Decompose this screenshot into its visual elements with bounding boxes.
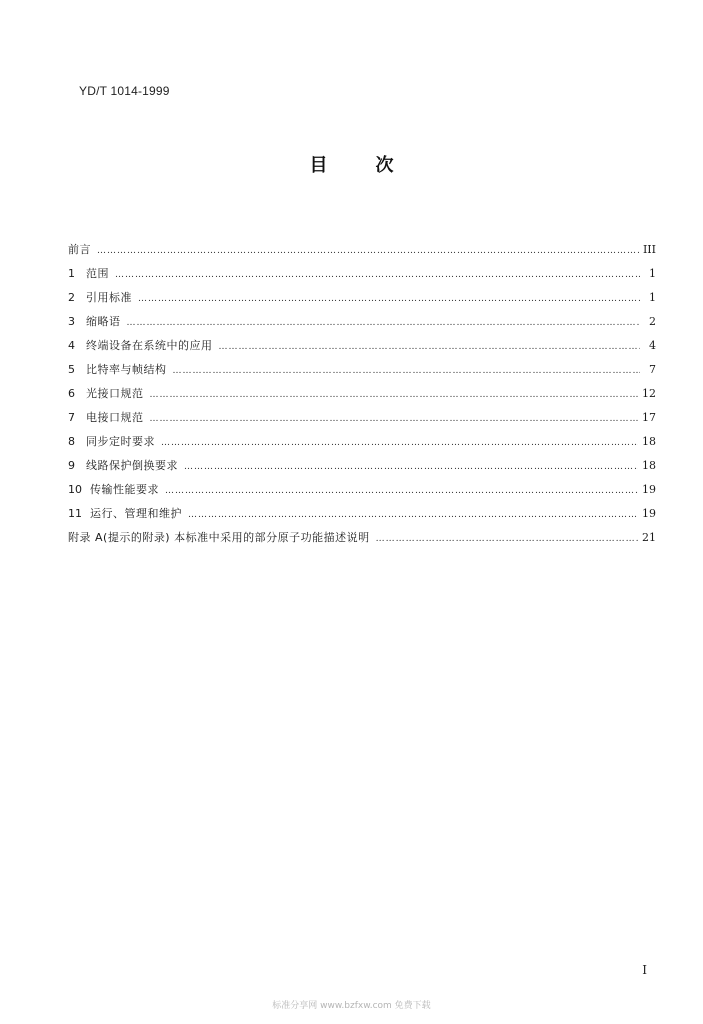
toc-entry-page: 2 [649, 315, 656, 328]
toc-leader [219, 335, 641, 359]
toc-leader [97, 239, 639, 263]
toc-entry-page: 17 [642, 411, 656, 424]
toc-entry-page: 1 [649, 291, 656, 304]
toc-entry-2[interactable] [68, 286, 656, 310]
toc-leader [150, 383, 639, 407]
toc-entry-4[interactable] [68, 334, 656, 358]
page-title [0, 151, 703, 177]
toc-entry-5[interactable] [68, 358, 656, 382]
toc-entry-page: 4 [649, 339, 656, 352]
toc-entry-label: 引用标准 [86, 291, 132, 304]
toc-entry-label: 同步定时要求 [86, 435, 155, 448]
toc-entry-page: 21 [642, 531, 656, 544]
toc-entry-label: 线路保护倒换要求 [86, 459, 178, 472]
toc-entry-label: 运行、管理和维护 [90, 507, 182, 520]
toc-entry-label: 缩略语 [86, 315, 121, 328]
toc-entry-7[interactable] [68, 406, 656, 430]
toc-leader [127, 311, 641, 335]
toc-entry-8[interactable] [68, 430, 656, 454]
toc-entry-11[interactable] [68, 502, 656, 526]
toc-entry-label: 范围 [86, 267, 109, 280]
toc-entry-number: 9 [68, 459, 75, 472]
toc-entry-page: 12 [642, 387, 656, 400]
toc-entry-label: 终端设备在系统中的应用 [86, 339, 213, 352]
toc-entry-10[interactable] [68, 478, 656, 502]
toc-entry-page: 19 [642, 507, 656, 520]
toc-entry-6[interactable] [68, 382, 656, 406]
toc-entry-number: 3 [68, 315, 75, 328]
toc-leader [150, 407, 639, 431]
toc-leader [188, 503, 638, 527]
toc-entry-page: III [642, 243, 656, 256]
watermark: 标准分享网 www.bzfxw.com 免费下载 [272, 1001, 431, 1011]
toc-entry-label: 光接口规范 [86, 387, 144, 400]
toc-entry-3[interactable] [68, 310, 656, 334]
toc-entry-page: 18 [642, 435, 656, 448]
page-number: I [642, 963, 647, 977]
toc-leader [165, 479, 638, 503]
toc-leader [184, 455, 638, 479]
toc-entry-1[interactable] [68, 262, 656, 286]
toc-leader [173, 359, 641, 383]
toc-entry-page: 18 [642, 459, 656, 472]
toc-entry-number: 6 [68, 387, 75, 400]
toc-entry-number: 2 [68, 291, 75, 304]
toc-entry-number: 10 [68, 483, 82, 496]
title-char-1: 目 [309, 155, 328, 176]
toc-entry-page: 19 [642, 483, 656, 496]
toc-entry-foreword[interactable] [68, 238, 656, 262]
toc-entry-label: 比特率与帧结构 [86, 363, 167, 376]
toc-entry-label: 传输性能要求 [90, 483, 159, 496]
toc-leader [161, 431, 638, 455]
table-of-contents [68, 238, 656, 550]
toc-entry-number: 5 [68, 363, 75, 376]
title-char-2: 次 [375, 155, 394, 176]
toc-leader [115, 263, 640, 287]
toc-entry-number: 8 [68, 435, 75, 448]
toc-entry-label: 附录 A(提示的附录) 本标准中采用的部分原子功能描述说明 [68, 531, 370, 544]
toc-entry-number: 11 [68, 507, 82, 520]
toc-entry-label: 前言 [68, 243, 91, 256]
document-code: YD/T 1014-1999 [79, 84, 170, 98]
toc-leader [376, 527, 638, 551]
toc-entry-number: 1 [68, 267, 75, 280]
toc-entry-appendix-a[interactable] [68, 526, 656, 550]
toc-entry-page: 7 [649, 363, 656, 376]
toc-entry-9[interactable] [68, 454, 656, 478]
toc-entry-label: 电接口规范 [86, 411, 144, 424]
toc-entry-number: 4 [68, 339, 75, 352]
toc-entry-page: 1 [649, 267, 656, 280]
toc-leader [138, 287, 640, 311]
toc-entry-number: 7 [68, 411, 75, 424]
